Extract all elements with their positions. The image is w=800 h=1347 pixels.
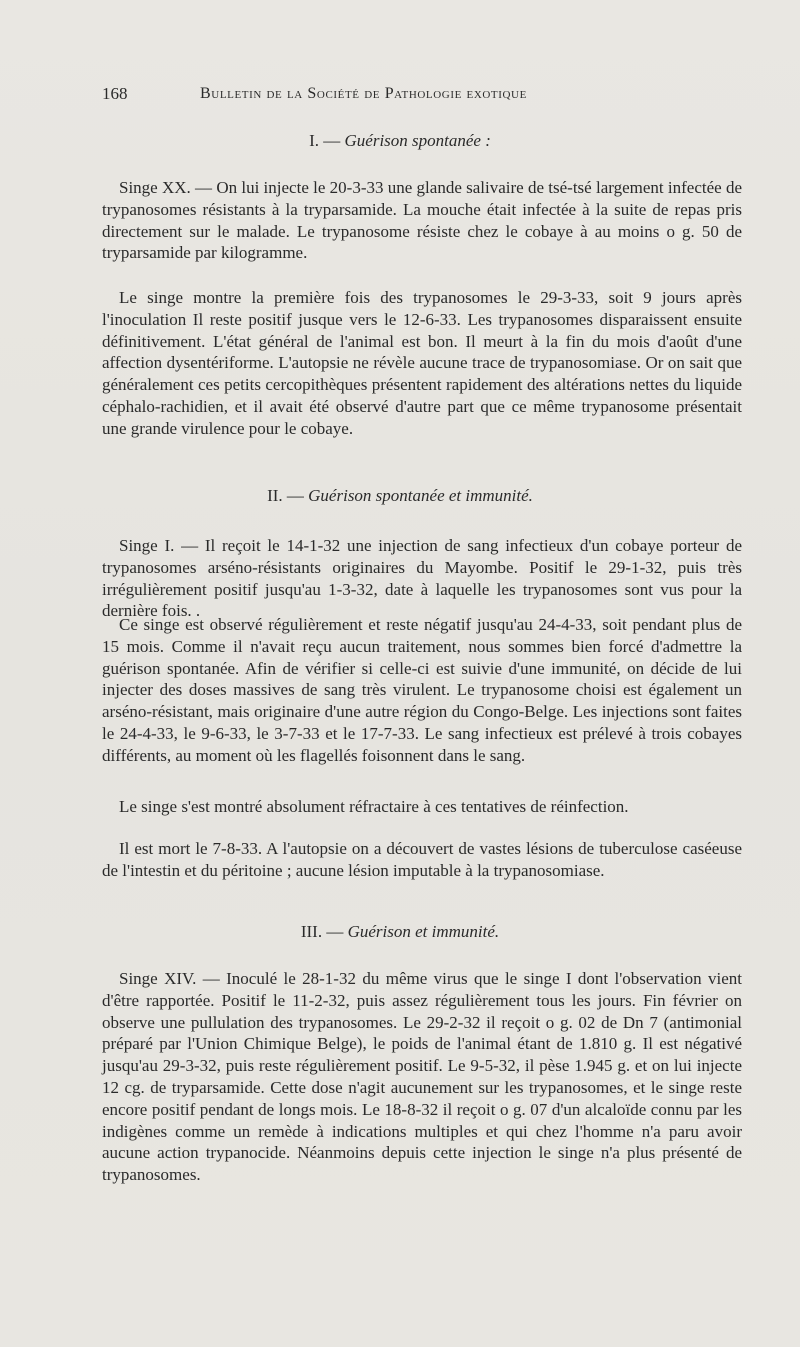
running-title: Bulletin de la Société de Pathologie exotique (200, 85, 527, 102)
page-header (102, 84, 642, 110)
section-title: Guérison spontanée et immunité. (308, 486, 533, 505)
paragraph: Singe XIV. — Inoculé le 28-1-32 du même virus que le singe I dont l'observation vient d'être rapportée. Positif le 11-2-32, puis assez régulièrement tous les jours. Fin février on observe une pullulation des trypanosomes. Le 29-2-32 il reçoit o g. 02 de Dn 7 (antimonial préparé par l'Union Chimique Belge), le poids de l'animal étant de 1.810 g. Il est négativé jusqu'au 29-3-32, puis reste régulièrement positif. Le 9-5-32, il pèse 1.945 g. et on lui injecte 12 cg. de tryparsamide. Cette dose n'agit aucunement sur les trypanosomes, et le singe reste encore positif pendant de longs mois. Le 18-8-32 il reçoit o g. 07 d'un alcaloïde connu par les indigènes comme un remède à indications multiples et qui chez l'homme n'a paru avoir aucune action trypanocide. Néanmoins depuis cette injection le singe n'a plus présenté de trypanosomes. (102, 969, 742, 1185)
section-heading-3 (0, 922, 800, 942)
paragraph: Ce singe est observé régulièrement et reste négatif jusqu'au 24-4-33, soit pendant plus de 15 mois. Comme il n'avait reçu aucun traitement, nous sommes bien forcé d'admettre la guérison spontanée. Afin de vérifier si celle-ci est suivie d'une immunité, on décide de lui injecter des doses massives de sang très virulent. Le trypanosome choisi est également un arséno-résistant, mais originaire d'une autre région du Congo-Belge. Les injections sont faites le 24-4-33, le 9-6-33, le 3-7-33 et le 17-7-33. Le sang infectieux est prélevé à trois cobayes différents, au moment où les flagellés foisonnent dans le sang. (102, 615, 742, 765)
section-title: Guérison spontanée : (344, 131, 491, 150)
section-title: Guérison et immunité. (347, 922, 500, 941)
section-heading-2 (0, 486, 800, 506)
section-numeral: III. — (300, 922, 344, 941)
section-numeral: I. — (309, 131, 341, 150)
paragraph: Il est mort le 7-8-33. A l'autopsie on a découvert de vastes lésions de tuberculose caséeuse de l'intestin et du péritoine ; aucune lésion imputable à la trypanosomiase. (102, 839, 742, 880)
paragraph: Le singe montre la première fois des trypanosomes le 29-3-33, soit 9 jours après l'inoculation Il reste positif jusque vers le 12-6-33. Les trypanosomes disparaissent ensuite définitivement. L'état général de l'animal est bon. Il meurt à la fin du mois d'août d'une affection dysentériforme. L'autopsie ne révèle aucune trace de trypanosomiase. Or on sait que généralement ces petits cercopithèques présentent rapidement des altérations nettes du liquide céphalo-rachidien, et il avait été observé d'autre part que ce même trypanosome présentait une grande virulence pour le cobaye. (102, 288, 742, 438)
paragraph: Singe XX. — On lui injecte le 20-3-33 une glande salivaire de tsé-tsé largement infectée de trypanosomes résistants à la tryparsamide. La mouche était infectée à la suite de repas pris directement sur le malade. Le trypanosome résiste chez le cobaye à au moins o g. 50 de tryparsamide par kilogramme. (102, 178, 742, 263)
page-number: 168 (102, 84, 128, 103)
paragraph: Le singe s'est montré absolument réfractaire à ces tentatives de réinfection. (119, 797, 629, 816)
section-heading-1 (0, 131, 800, 151)
paragraph: Singe I. — Il reçoit le 14-1-32 une injection de sang infectieux d'un cobaye porteur de trypanosomes arséno-résistants originaires du Mayombe. Positif le 29-1-32, puis très irrégulièrement positif jusqu'au 1-3-32, date à laquelle les trypanosomes sont vus pour la dernière fois. . (102, 536, 742, 621)
section-numeral: II. — (267, 486, 304, 505)
